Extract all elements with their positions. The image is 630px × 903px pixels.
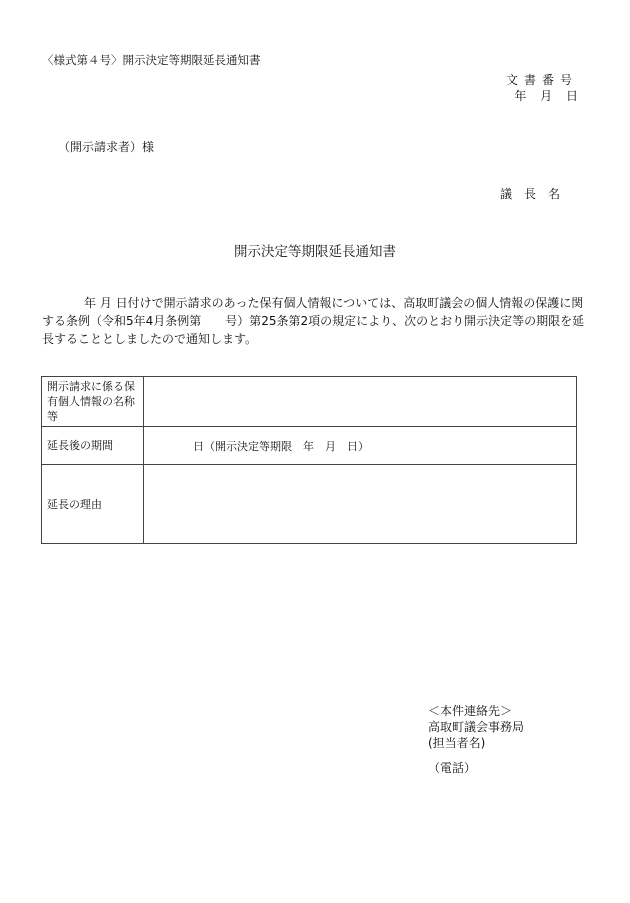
form-number-label: 〈様式第４号〉開示決定等期限延長通知書 [42, 53, 261, 67]
row-value-info-name [144, 377, 577, 427]
row-value-extended-period: 日（開示決定等期限 年 月 日） [144, 427, 577, 465]
table-row [42, 427, 577, 465]
row-label-info-name: 開示請求に係る保有個人情報の名称等 [42, 377, 144, 427]
issue-date: 年 月 日 [514, 89, 578, 103]
chairman-name: 議長名 [499, 187, 572, 201]
addressee: （開示請求者）様 [58, 140, 155, 154]
table-row [42, 377, 577, 427]
document-number: 文書番号 [505, 73, 578, 87]
contact-block [428, 703, 524, 776]
document-title: 開示決定等期限延長通知書 [234, 244, 396, 260]
table-row [42, 465, 577, 544]
row-label-extension-reason: 延長の理由 [42, 465, 144, 544]
contact-heading: ＜本件連絡先＞ [428, 704, 513, 718]
info-table [41, 376, 577, 544]
row-label-extended-period: 延長後の期間 [42, 427, 144, 465]
contact-office: 高取町議会事務局 [428, 720, 525, 734]
contact-person: (担当者名) [428, 736, 486, 750]
row-value-extension-reason [144, 465, 577, 544]
notice-body: 年 月 日付けで開示請求のあった保有個人情報については、高取町議会の個人情報の保護に関する条例（令和5年4月条例第 号）第25条第2項の規定により、次のとおり開示決定等の期限を延長することとしましたので通知します。 [42, 296, 585, 346]
contact-phone: （電話） [428, 761, 477, 775]
